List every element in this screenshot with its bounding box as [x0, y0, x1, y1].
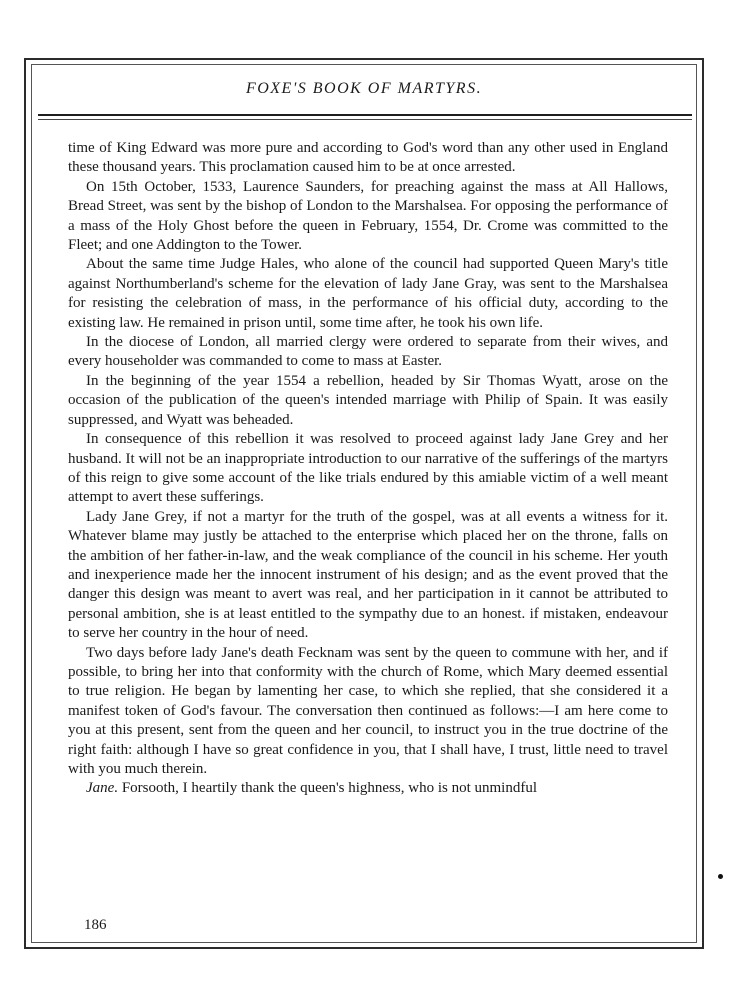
- running-header: FOXE'S BOOK OF MARTYRS.: [245, 80, 483, 97]
- speaker-name: Jane.: [86, 780, 119, 797]
- page-number: 186: [84, 917, 107, 933]
- paragraph: On 15th October, 1533, Laurence Saunders, for preaching against the mass at All Hallows, Bread Street, was sent by the bishop of London to the Marshalsea. For opposing the performance of a mass of the Holy Ghost before the queen in February, 1554, Dr. Crome was committed to the Fleet; and one Addington to the Tower.: [68, 178, 668, 254]
- paragraph: In the diocese of London, all married clergy were ordered to separate from their wives, and every householder was commanded to come to mass at Easter.: [68, 334, 668, 370]
- page-body: [68, 139, 668, 799]
- paragraph: Two days before lady Jane's death Fecknam was sent by the queen to commune with her, and if possible, to bring her into that conformity with the church of Rome, which Mary deemed essential to true religion. He began by lamenting her case, to which she replied, that she considered it a manifest token of God's favour. The conversation then continued as follows:—I am here come to you at this present, sent from the queen and her council, to instruct you in the true doctrine of the right faith: although I have so great confidence in you, that I shall have, I trust, little need to travel with you much therein.: [68, 644, 668, 777]
- paragraph: Lady Jane Grey, if not a martyr for the truth of the gospel, was at all events a witness for it. Whatever blame may justly be attached to the enterprise which placed her on the throne, falls on the ambition of her father-in-law, and the weak compliance of the council in his scheme. Her youth and inexperience made her the innocent instrument of his design; and as the event proved that the danger this design was meant to avert was real, and her participation in it cannot be attributed to personal ambition, she is at least entitled to the sympathy due to an honest. if mistaken, endeavour to serve her country in the hour of need.: [68, 508, 668, 642]
- header-rule-thick: [38, 114, 692, 116]
- dialogue-line: [68, 779, 668, 798]
- header-rule-thin: [38, 119, 692, 120]
- dialogue-text: Forsooth, I heartily thank the queen's highness, who is not unmindful: [118, 780, 537, 797]
- paragraph: About the same time Judge Hales, who alone of the council had supported Queen Mary's title against Northumberland's scheme for the elevation of lady Jane Gray, was sent to the Marshalsea for resisting the celebration of mass, in the performance of his official duty, according to the existing law. He remained in prison until, some time after, he took his own life.: [68, 256, 668, 331]
- paragraph: time of King Edward was more pure and according to God's word than any other used in England these thousand years. This proclamation caused him to be at once arrested.: [68, 140, 668, 176]
- paragraph: In the beginning of the year 1554 a rebellion, headed by Sir Thomas Wyatt, arose on the occasion of the publication of the queen's intended marriage with Philip of Spain. It was easily suppressed, and Wyatt was beheaded.: [68, 372, 668, 428]
- paragraph: In consequence of this rebellion it was resolved to proceed against lady Jane Grey and her husband. It will not be an inappropriate introduction to our narrative of the sufferings of the martyrs of this reign to give some account of the like trials endured by this amiable victim of a well meant attempt to avert these sufferings.: [68, 431, 668, 506]
- margin-dot: [718, 874, 723, 879]
